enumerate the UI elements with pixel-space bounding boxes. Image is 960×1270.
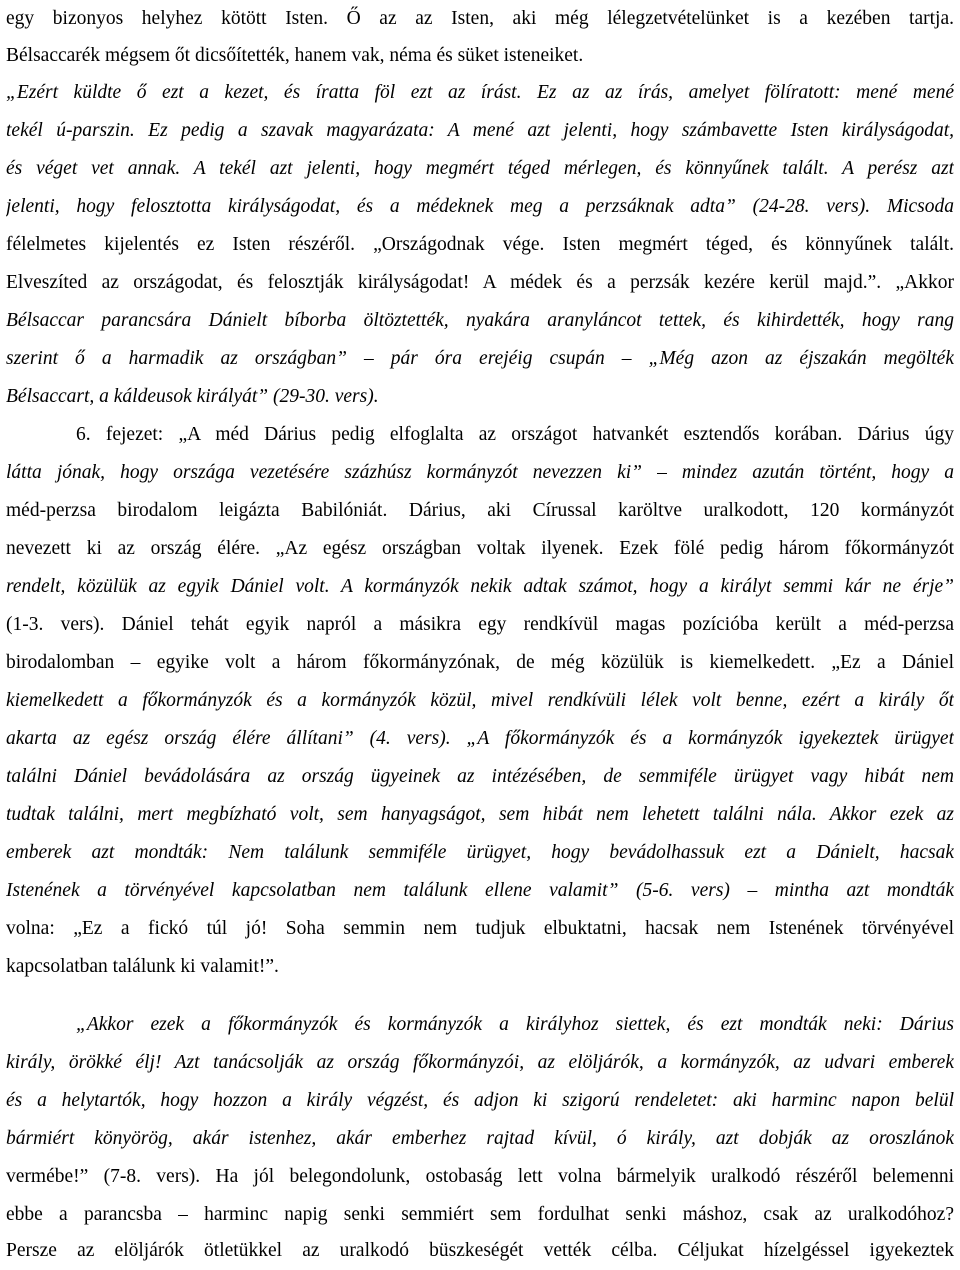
text-line-32: ebbe a parancsba – harminc napig senki semmiért sem fordulhat senki máshoz, csak az uralkodóhoz?	[6, 1204, 954, 1225]
text-line-18: birodalomban – egyike volt a három főkormányzónak, de még közülük is kiemelkedett. „Ez a Dániel	[6, 652, 954, 673]
text-line-21: találni Dániel bevádolására az ország ügyeinek az intézésében, de semmiféle ürügyet vagy hibát nem	[6, 766, 954, 787]
text-line-6: jelenti, hogy felosztotta királyságodat, és a médeknek meg a perzsáknak adta” (24-28. vers). Micsoda	[6, 196, 954, 217]
text-line-33: Persze az elöljárók ötletükkel az uralkodó büszkeségét vették célba. Céljukat hízelgéssel igyekeztek	[6, 1240, 954, 1261]
text-line-28: király, örökké élj! Azt tanácsolják az ország főkormányzói, az elöljárók, a kormányzók, az udvari emberek	[6, 1052, 954, 1073]
text-line-11: Bélsaccart, a káldeusok királyát” (29-30. vers).	[6, 386, 379, 407]
text-line-13: látta jónak, hogy országa vezetésére százhúsz kormányzót nevezzen ki” – mindez azután történt, hogy a	[6, 462, 954, 483]
text-line-2: Bélsaccarék mégsem őt dicsőítették, hanem vak, néma és süket isteneiket.	[6, 45, 584, 66]
text-line-14: méd-perzsa birodalom leigázta Babilóniát. Dárius, aki Círussal karöltve uralkodott, 120 kormányzót	[6, 500, 954, 521]
text-line-16: rendelt, közülük az egyik Dániel volt. A kormányzók nekik adtak számot, hogy a királyt semmi kár ne érje”	[6, 576, 954, 597]
text-line-8: Elveszíted az országodat, és felosztják királyságodat! A médek és a perzsák kezére kerül majd.”. „Akkor	[6, 272, 954, 293]
text-line-30: bármiért könyörög, akár istenhez, akár emberhez rajtad kívül, ó király, azt dobják az oroszlánok	[6, 1128, 954, 1149]
text-line-3: „Ezért küldte ő ezt a kezet, és íratta föl ezt az írást. Ez az az írás, amelyet fölíratott: mené mené	[6, 82, 954, 103]
text-line-29: és a helytartók, hogy hozzon a király végzést, és adjon ki szigorú rendeletet: aki harminc napon belül	[6, 1090, 954, 1111]
text-line-25: volna: „Ez a fickó túl jó! Soha semmin nem tudjuk elbuktatni, hacsak nem Istenének törvényével	[6, 918, 954, 939]
text-line-12: 6. fejezet: „A méd Dárius pedig elfoglalta az országot hatvankét esztendős korában. Dárius úgy	[76, 424, 954, 445]
text-line-9: Bélsaccar parancsára Dánielt bíborba öltöztették, nyakára aranyláncot tettek, és kihirdették, hogy rang	[6, 310, 954, 331]
text-line-26: kapcsolatban találunk ki valamit!”.	[6, 956, 279, 977]
text-line-31: vermébe!” (7-8. vers). Ha jól belegondolunk, ostobaság lett volna bármelyik uralkodó részéről belemenni	[6, 1166, 954, 1187]
text-line-20: akarta az egész ország élére állítani” (4. vers). „A főkormányzók és a kormányzók igyekeztek ürügyet	[6, 728, 954, 749]
text-line-24: Istenének a törvényével kapcsolatban nem találunk ellene valamit” (5-6. vers) – mintha azt mondták	[6, 880, 954, 901]
text-line-27: „Akkor ezek a főkormányzók és kormányzók a királyhoz siettek, és ezt mondták neki: Dárius	[76, 1014, 954, 1035]
text-line-17: (1-3. vers). Dániel tehát egyik napról a másikra egy rendkívül magas pozícióba került a méd-perzsa	[6, 614, 954, 635]
text-line-5: és véget vet annak. A tekél azt jelenti, hogy megmért téged mérlegen, és könnyűnek talált. A perész azt	[6, 158, 954, 179]
text-line-19: kiemelkedett a főkormányzók és a kormányzók közül, mivel rendkívüli lélek volt benne, ezért a király őt	[6, 690, 954, 711]
text-line-1: egy bizonyos helyhez kötött Isten. Ő az az Isten, aki még lélegzetvételünket is a kezében tartja.	[6, 8, 954, 29]
text-line-15: nevezett ki az ország élére. „Az egész országban voltak ilyenek. Ezek fölé pedig három főkormányzót	[6, 538, 954, 559]
text-line-4: tekél ú-parszin. Ez pedig a szavak magyarázata: A mené azt jelenti, hogy számbavette Isten királyságodat,	[6, 120, 954, 141]
text-line-7: félelmetes kijelentés ez Isten részéről. „Országodnak vége. Isten megmért téged, és könnyűnek talált.	[6, 234, 954, 255]
text-line-22: tudtak találni, mert megbízható volt, sem hanyagságot, sem hibát nem lehetett találni nála. Akkor ezek az	[6, 804, 954, 825]
text-line-10: szerint ő a harmadik az országban” – pár óra erejéig csupán – „Még azon az éjszakán megölték	[6, 348, 954, 369]
text-line-23: emberek azt mondták: Nem találunk semmiféle ürügyet, hogy bevádolhassuk ezt a Dánielt, hacsak	[6, 842, 954, 863]
